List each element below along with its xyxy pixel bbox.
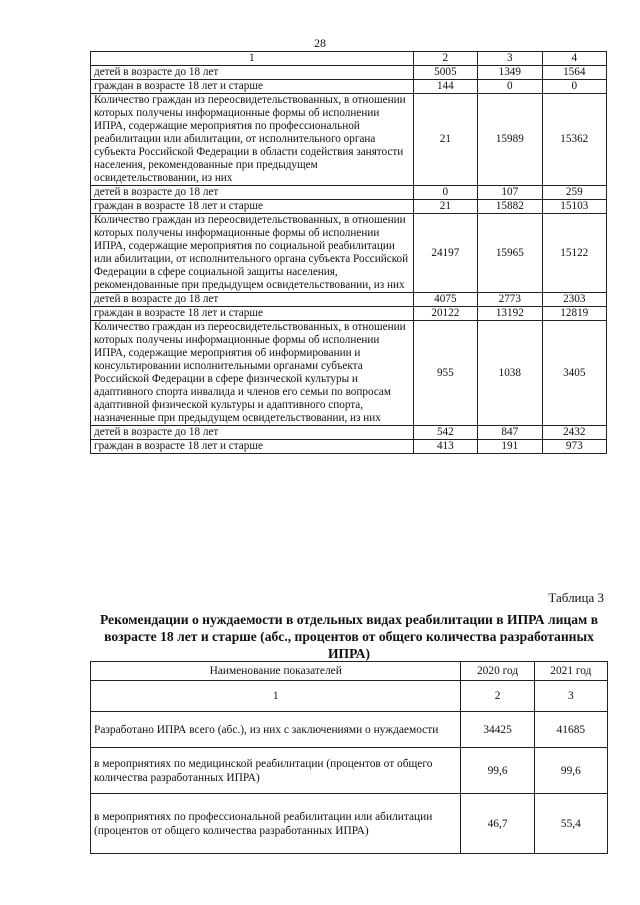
table-row xyxy=(91,214,607,293)
value-cell: 99,6 xyxy=(534,748,607,794)
value-cell: 15103 xyxy=(542,200,606,214)
value-cell: 12819 xyxy=(542,307,606,321)
value-cell: 21 xyxy=(413,200,477,214)
value-cell: 0 xyxy=(542,80,606,94)
value-cell: 55,4 xyxy=(534,794,607,854)
table-row xyxy=(91,186,607,200)
value-cell: 21 xyxy=(413,94,477,186)
value-cell: 4075 xyxy=(413,293,477,307)
header-cell: 3 xyxy=(478,52,542,66)
value-cell: 15989 xyxy=(478,94,542,186)
value-cell: 973 xyxy=(542,440,606,454)
index-cell: 3 xyxy=(534,681,607,712)
value-cell: 0 xyxy=(413,186,477,200)
value-cell: 1564 xyxy=(542,66,606,80)
row-label: Количество граждан из переосвидетельствованных, в отношении которых получены информационные формы об исполнении ИПРА, содержащие мероприятия об информировании и консультировании исполнительными органами субъекта Российской Федерации в сфере физической культуры и адаптивного спорта инвалида и членов его семьи по вопросам адаптивной физической культуры и адаптивного спорта, назначенные при предыдущем освидетельствовании, из них xyxy=(91,321,414,426)
value-cell: 34425 xyxy=(461,712,534,748)
table-row xyxy=(91,200,607,214)
value-cell: 24197 xyxy=(413,214,477,293)
table-row xyxy=(91,794,608,854)
row-label: граждан в возрасте 18 лет и старше xyxy=(91,440,414,454)
table-caption-label: Таблица 3 xyxy=(548,590,604,605)
table-recommendations xyxy=(90,661,608,854)
header-cell: 1 xyxy=(91,52,414,66)
value-cell: 41685 xyxy=(534,712,607,748)
value-cell: 15362 xyxy=(542,94,606,186)
table-row xyxy=(91,712,608,748)
header-cell: 2021 год xyxy=(534,662,607,681)
header-cell: 2 xyxy=(413,52,477,66)
page-number: 28 xyxy=(314,36,326,50)
table-row xyxy=(91,426,607,440)
table-row xyxy=(91,80,607,94)
value-cell: 191 xyxy=(478,440,542,454)
row-label: детей в возрасте до 18 лет xyxy=(91,426,414,440)
value-cell: 99,6 xyxy=(461,748,534,794)
value-cell: 1038 xyxy=(478,321,542,426)
value-cell: 259 xyxy=(542,186,606,200)
table-title: Рекомендации о нуждаемости в отдельных видах реабилитации в ИПРА лицам в возрасте 18 лет и старше (абс., процентов от общего количества разработанных ИПРА) xyxy=(99,612,599,661)
value-cell: 107 xyxy=(478,186,542,200)
header-cell: 4 xyxy=(542,52,606,66)
row-label: детей в возрасте до 18 лет xyxy=(91,293,414,307)
value-cell: 144 xyxy=(413,80,477,94)
table-index-row xyxy=(91,681,608,712)
row-label: Количество граждан из переосвидетельствованных, в отношении которых получены информационные формы об исполнении ИПРА, содержащие мероприятия по социальной реабилитации или абилитации, от исполнительного органа субъекта Российской Федерации в сфере социальной защиты населения, рекомендованные при предыдущем освидетельствовании, из них xyxy=(91,214,414,293)
value-cell: 847 xyxy=(478,426,542,440)
value-cell: 413 xyxy=(413,440,477,454)
value-cell: 13192 xyxy=(478,307,542,321)
value-cell: 3405 xyxy=(542,321,606,426)
index-cell: 2 xyxy=(461,681,534,712)
value-cell: 5005 xyxy=(413,66,477,80)
table-row xyxy=(91,66,607,80)
value-cell: 15965 xyxy=(478,214,542,293)
value-cell: 15882 xyxy=(478,200,542,214)
index-cell: 1 xyxy=(91,681,461,712)
table-row xyxy=(91,321,607,426)
header-cell: 2020 год xyxy=(461,662,534,681)
row-label: Разработано ИПРА всего (абс.), из них с заключениями о нуждаемости xyxy=(91,712,461,748)
row-label: граждан в возрасте 18 лет и старше xyxy=(91,200,414,214)
row-label: граждан в возрасте 18 лет и старше xyxy=(91,80,414,94)
table-continuation xyxy=(90,51,607,454)
row-label: Количество граждан из переосвидетельствованных, в отношении которых получены информационные формы об исполнении ИПРА, содержащие мероприятия по профессиональной реабилитации или абилитации, от исполнительного органа субъекта Российской Федерации в области содействия занятости населения, рекомендованные при предыдущем освидетельствовании, из них xyxy=(91,94,414,186)
value-cell: 15122 xyxy=(542,214,606,293)
value-cell: 2773 xyxy=(478,293,542,307)
value-cell: 955 xyxy=(413,321,477,426)
table-row xyxy=(91,748,608,794)
value-cell: 46,7 xyxy=(461,794,534,854)
row-label: в мероприятиях по медицинской реабилитации (процентов от общего количества разработанных ИПРА) xyxy=(91,748,461,794)
value-cell: 2303 xyxy=(542,293,606,307)
header-cell: Наименование показателей xyxy=(91,662,461,681)
table-row xyxy=(91,94,607,186)
value-cell: 542 xyxy=(413,426,477,440)
row-label: детей в возрасте до 18 лет xyxy=(91,186,414,200)
row-label: граждан в возрасте 18 лет и старше xyxy=(91,307,414,321)
value-cell: 0 xyxy=(478,80,542,94)
row-label: в мероприятиях по профессиональной реабилитации или абилитации (процентов от общего количества разработанных ИПРА) xyxy=(91,794,461,854)
row-label: детей в возрасте до 18 лет xyxy=(91,66,414,80)
table-header-row xyxy=(91,662,608,681)
table-row xyxy=(91,440,607,454)
value-cell: 20122 xyxy=(413,307,477,321)
table-row xyxy=(91,293,607,307)
value-cell: 2432 xyxy=(542,426,606,440)
value-cell: 1349 xyxy=(478,66,542,80)
table-row xyxy=(91,307,607,321)
table-header-row xyxy=(91,52,607,66)
